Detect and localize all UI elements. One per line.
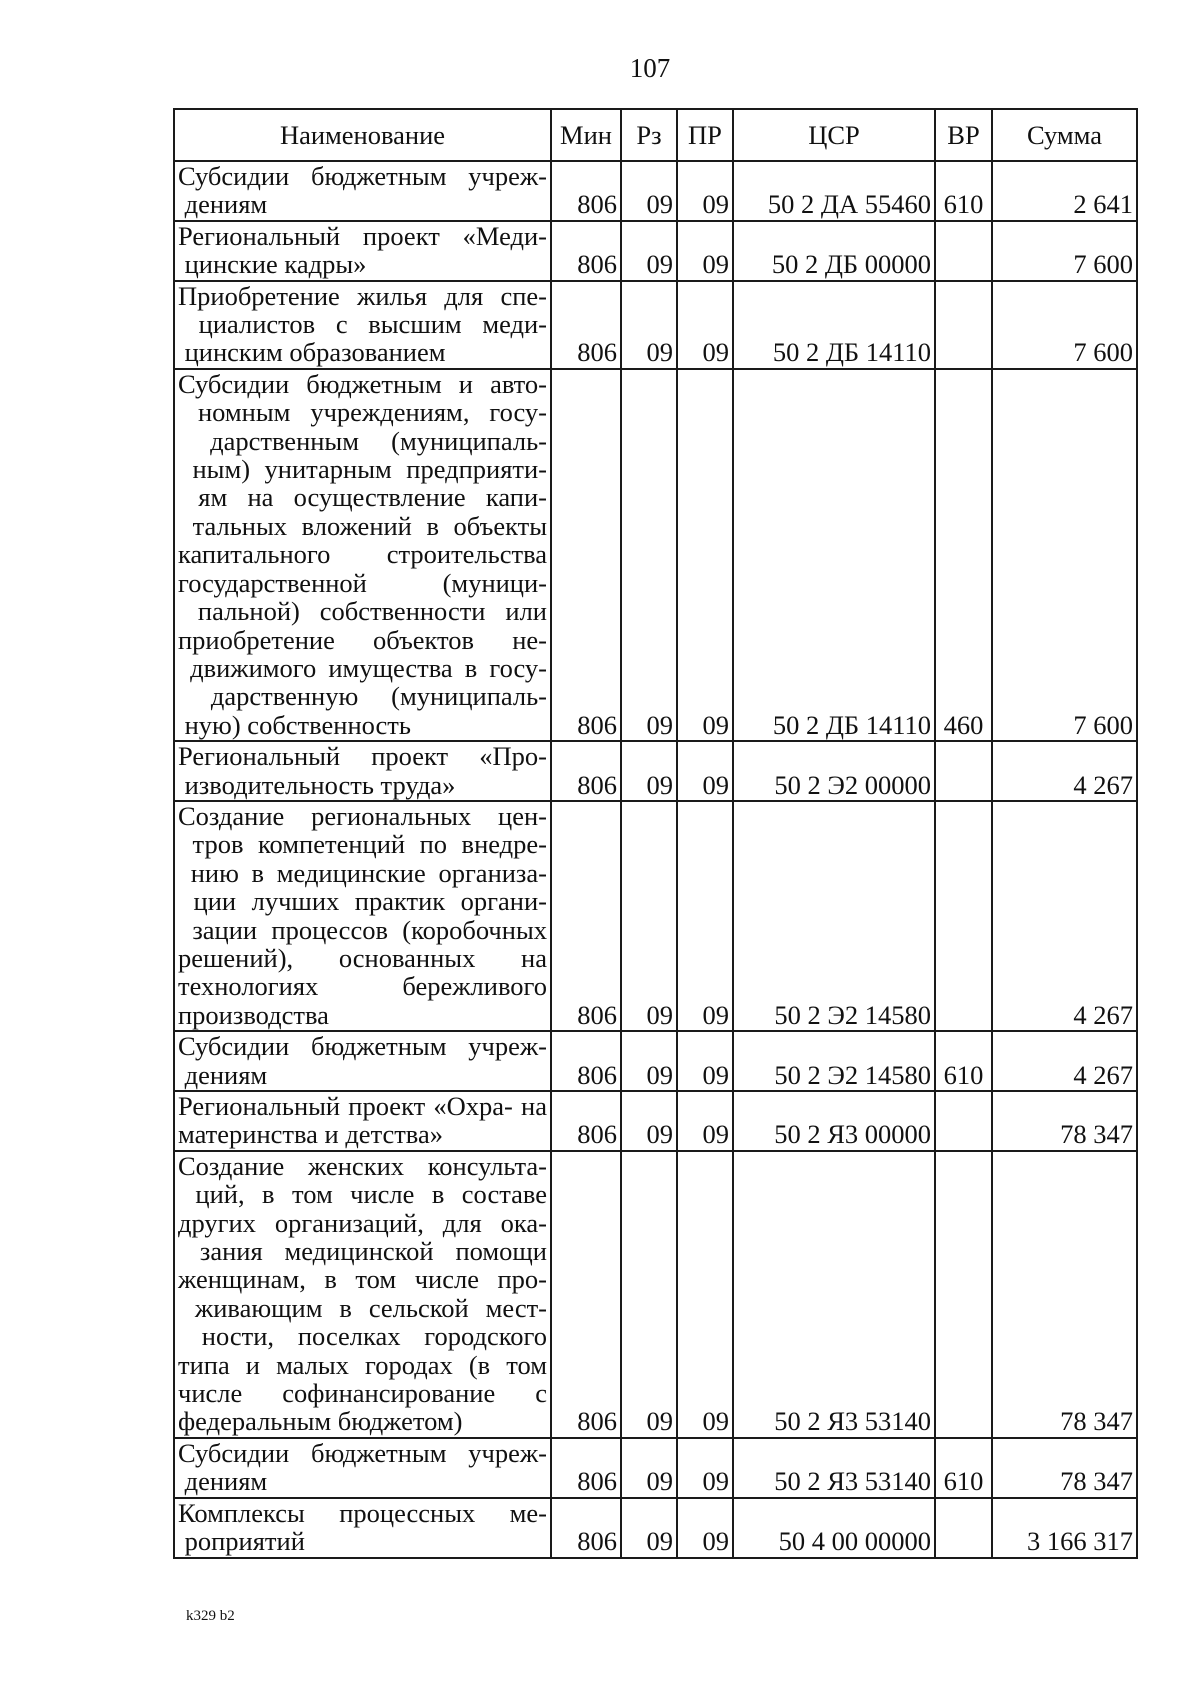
row-vr bbox=[935, 1498, 992, 1558]
document-code: k329 b2 bbox=[186, 1608, 235, 1624]
table-row bbox=[174, 1438, 1137, 1498]
row-pr: 09 bbox=[677, 281, 733, 369]
row-rz: 09 bbox=[621, 1031, 677, 1091]
row-pr: 09 bbox=[677, 221, 733, 281]
table-row bbox=[174, 221, 1137, 281]
row-min: 806 bbox=[551, 1091, 621, 1151]
row-rz: 09 bbox=[621, 1498, 677, 1558]
row-csr: 50 2 ДА 55460 bbox=[733, 161, 935, 221]
row-pr: 09 bbox=[677, 161, 733, 221]
header-vr: ВР bbox=[935, 109, 992, 161]
table-row bbox=[174, 1091, 1137, 1151]
row-csr: 50 2 ДБ 00000 bbox=[733, 221, 935, 281]
row-sum: 7 600 bbox=[992, 281, 1137, 369]
row-sum: 3 166 317 bbox=[992, 1498, 1137, 1558]
table-row bbox=[174, 281, 1137, 369]
row-csr: 50 2 Э2 00000 bbox=[733, 741, 935, 801]
table-row bbox=[174, 369, 1137, 741]
row-vr: 610 bbox=[935, 1031, 992, 1091]
row-sum: 7 600 bbox=[992, 369, 1137, 741]
row-name: Создание женских консульта- ций, в том числе в составе других организаций, для ока- зания медицинской помощи женщинам, в том числе про- живающим в сельской мест- ности, поселках городского типа и малых городах (в том числе софинансирование с федеральным бюджетом) bbox=[174, 1151, 551, 1438]
row-pr: 09 bbox=[677, 741, 733, 801]
header-min: Мин bbox=[551, 109, 621, 161]
row-pr: 09 bbox=[677, 1151, 733, 1438]
header-pr: ПР bbox=[677, 109, 733, 161]
row-csr: 50 2 Я3 53140 bbox=[733, 1438, 935, 1498]
row-name: Региональный проект «Про- изводительность труда» bbox=[174, 741, 551, 801]
row-vr bbox=[935, 801, 992, 1031]
row-pr: 09 bbox=[677, 1438, 733, 1498]
row-csr: 50 2 Я3 00000 bbox=[733, 1091, 935, 1151]
header-rz: Рз bbox=[621, 109, 677, 161]
row-rz: 09 bbox=[621, 741, 677, 801]
row-sum: 4 267 bbox=[992, 801, 1137, 1031]
page-number: 107 bbox=[629, 53, 671, 83]
row-rz: 09 bbox=[621, 801, 677, 1031]
row-vr bbox=[935, 281, 992, 369]
row-min: 806 bbox=[551, 1031, 621, 1091]
table-row bbox=[174, 1151, 1137, 1438]
row-vr bbox=[935, 221, 992, 281]
header-name: Наименование bbox=[174, 109, 551, 161]
row-name: Субсидии бюджетным и авто- номным учреждениям, госу- дарственным (муниципаль- ным) унитарным предприяти- ям на осуществление капи- тальных вложений в объекты капитального строительства государственной (муници- пальной) собственности или приобретение объектов не- движимого имущества в госу- дарственную (муниципаль- ную) собственность bbox=[174, 369, 551, 741]
row-csr: 50 2 Э2 14580 bbox=[733, 801, 935, 1031]
budget-table bbox=[173, 108, 1138, 1559]
row-rz: 09 bbox=[621, 281, 677, 369]
table-row bbox=[174, 161, 1137, 221]
row-csr: 50 2 ДБ 14110 bbox=[733, 369, 935, 741]
row-vr bbox=[935, 1151, 992, 1438]
row-name: Приобретение жилья для спе- циалистов с высшим меди- цинским образованием bbox=[174, 281, 551, 369]
row-name: Комплексы процессных ме- роприятий bbox=[174, 1498, 551, 1558]
row-min: 806 bbox=[551, 1438, 621, 1498]
row-sum: 78 347 bbox=[992, 1438, 1137, 1498]
row-rz: 09 bbox=[621, 1151, 677, 1438]
row-min: 806 bbox=[551, 281, 621, 369]
row-csr: 50 2 Э2 14580 bbox=[733, 1031, 935, 1091]
row-name: Субсидии бюджетным учреж- дениям bbox=[174, 1438, 551, 1498]
row-min: 806 bbox=[551, 1151, 621, 1438]
row-vr: 460 bbox=[935, 369, 992, 741]
row-rz: 09 bbox=[621, 1438, 677, 1498]
row-vr bbox=[935, 741, 992, 801]
row-min: 806 bbox=[551, 1498, 621, 1558]
row-min: 806 bbox=[551, 741, 621, 801]
row-rz: 09 bbox=[621, 221, 677, 281]
row-name: Региональный проект «Меди- цинские кадры» bbox=[174, 221, 551, 281]
header-csr: ЦСР bbox=[733, 109, 935, 161]
header-sum: Сумма bbox=[992, 109, 1137, 161]
row-name: Субсидии бюджетным учреж- дениям bbox=[174, 161, 551, 221]
row-name: Региональный проект «Охра- на материнства и детства» bbox=[174, 1091, 551, 1151]
row-min: 806 bbox=[551, 161, 621, 221]
row-pr: 09 bbox=[677, 1498, 733, 1558]
row-min: 806 bbox=[551, 369, 621, 741]
row-rz: 09 bbox=[621, 161, 677, 221]
row-sum: 7 600 bbox=[992, 221, 1137, 281]
row-pr: 09 bbox=[677, 369, 733, 741]
row-sum: 78 347 bbox=[992, 1091, 1137, 1151]
table-row bbox=[174, 801, 1137, 1031]
row-pr: 09 bbox=[677, 1031, 733, 1091]
row-pr: 09 bbox=[677, 801, 733, 1031]
row-vr bbox=[935, 1091, 992, 1151]
row-rz: 09 bbox=[621, 1091, 677, 1151]
table-row bbox=[174, 1498, 1137, 1558]
row-sum: 4 267 bbox=[992, 741, 1137, 801]
row-csr: 50 2 Я3 53140 bbox=[733, 1151, 935, 1438]
row-min: 806 bbox=[551, 801, 621, 1031]
row-name: Создание региональных цен- тров компетенций по внедре- нию в медицинские организа- ции лучших практик органи- зации процессов (коробочных решений), основанных на технологиях бережливого производства bbox=[174, 801, 551, 1031]
table-header-row bbox=[174, 109, 1137, 161]
row-name: Субсидии бюджетным учреж- дениям bbox=[174, 1031, 551, 1091]
row-pr: 09 bbox=[677, 1091, 733, 1151]
row-sum: 4 267 bbox=[992, 1031, 1137, 1091]
row-rz: 09 bbox=[621, 369, 677, 741]
table-row bbox=[174, 741, 1137, 801]
row-sum: 78 347 bbox=[992, 1151, 1137, 1438]
table-row bbox=[174, 1031, 1137, 1091]
row-csr: 50 2 ДБ 14110 bbox=[733, 281, 935, 369]
row-csr: 50 4 00 00000 bbox=[733, 1498, 935, 1558]
row-vr: 610 bbox=[935, 1438, 992, 1498]
row-sum: 2 641 bbox=[992, 161, 1137, 221]
row-min: 806 bbox=[551, 221, 621, 281]
row-vr: 610 bbox=[935, 161, 992, 221]
